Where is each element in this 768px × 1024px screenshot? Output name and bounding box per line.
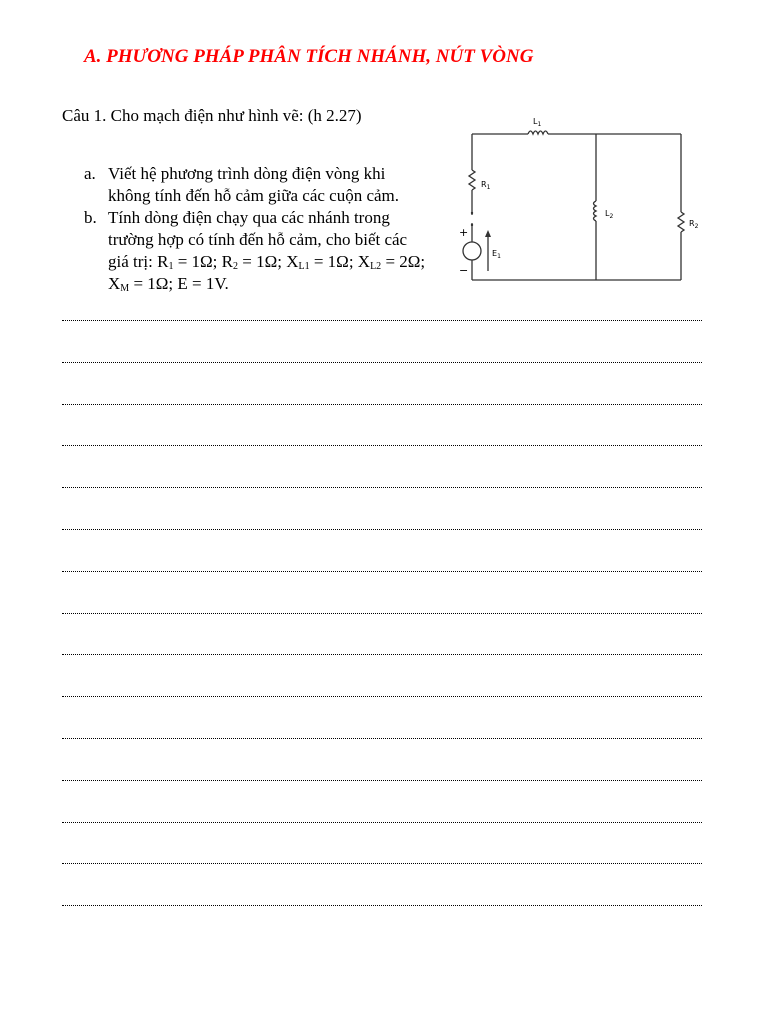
label-plus: +: [459, 226, 469, 239]
label-minus: −: [459, 264, 469, 277]
answer-line: [62, 487, 702, 488]
question-intro: Câu 1. Cho mạch điện như hình vẽ: (h 2.27): [62, 106, 362, 125]
answer-line: [62, 571, 702, 572]
xl2-symbol: X: [357, 252, 371, 271]
xl2-subscript: L2: [370, 261, 382, 272]
sub-question-a: [84, 163, 429, 207]
xl1-value: = 1Ω;: [309, 252, 358, 271]
inductor-l1-symbol: [528, 131, 548, 134]
answer-line: [62, 362, 702, 363]
sub-question-b-text: [108, 208, 425, 293]
source-arrow-head: [485, 230, 491, 237]
answer-line: [62, 863, 702, 864]
inductor-l2-symbol: [594, 201, 597, 221]
label-e1: $E_1$: [492, 249, 501, 260]
sub-question-b: [84, 207, 429, 295]
voltage-source-e1-symbol: [463, 242, 481, 260]
sub-question-b-intro: Tính dòng điện chạy qua các nhánh trong trường hợp có tính đến hỗ cảm, cho biết các giá trị:: [108, 208, 408, 271]
r2-symbol: R: [221, 252, 233, 271]
label-r2: $R_2$: [689, 219, 699, 230]
node-dots: [471, 212, 473, 226]
r1-value: = 1Ω;: [173, 252, 222, 271]
answer-line: [62, 654, 702, 655]
r1-subscript: 1: [168, 261, 174, 272]
sub-question-a-text: Viết hệ phương trình dòng điện vòng khi không tính đến hỗ cảm giữa các cuộn cảm.: [108, 164, 400, 205]
xm-value: = 1Ω; E = 1V.: [129, 274, 229, 293]
resistor-r1-symbol: [469, 170, 475, 190]
r1-symbol: R: [157, 252, 169, 271]
answer-line: [62, 613, 702, 614]
answer-line: [62, 320, 702, 321]
xl1-subscript: L1: [298, 261, 310, 272]
r2-value: = 1Ω;: [238, 252, 287, 271]
answer-line: [62, 529, 702, 530]
question-sub-list: [84, 163, 429, 295]
xm-symbol: X: [108, 274, 121, 293]
label-l1: $L_1$: [533, 117, 542, 128]
label-l2: $L_2$: [605, 209, 614, 220]
answer-line: [62, 822, 702, 823]
answer-line: [62, 905, 702, 906]
section-heading: A. PHƯƠNG PHÁP PHÂN TÍCH NHÁNH, NÚT VÒNG: [84, 46, 534, 67]
xl1-symbol: X: [286, 252, 299, 271]
sub-question-a-marker: a.: [84, 164, 96, 183]
answer-line: [62, 738, 702, 739]
r2-subscript: 2: [233, 261, 238, 272]
resistor-r2-symbol: [678, 212, 684, 232]
xl2-value: = 2Ω;: [381, 252, 426, 271]
label-r1: $R_1$: [481, 180, 491, 191]
circuit-diagram: [455, 112, 707, 292]
answer-line: [62, 445, 702, 446]
xm-subscript: M: [120, 283, 130, 294]
sub-question-b-marker: b.: [84, 208, 97, 227]
answer-line: [62, 780, 702, 781]
answer-line: [62, 696, 702, 697]
answer-line: [62, 404, 702, 405]
